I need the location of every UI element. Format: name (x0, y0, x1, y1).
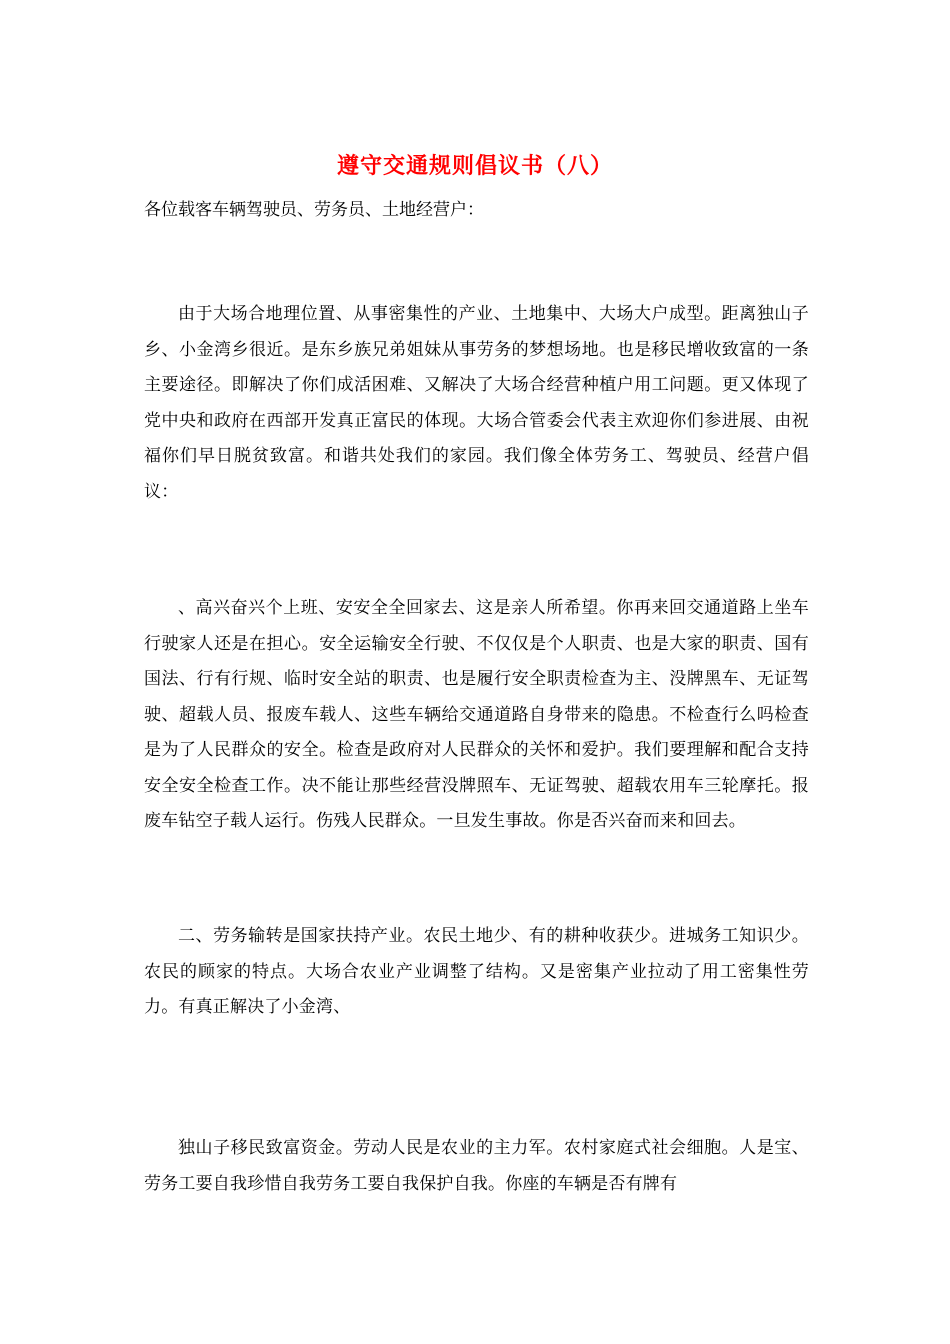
document-title: 遵守交通规则倡议书（八） (336, 153, 613, 179)
salutation: 各位载客车辆驾驶员、劳务员、土地经营户： (144, 200, 484, 220)
paragraph-2: 、高兴奋兴个上班、安安全全回家去、这是亲人所希望。你再来回交通道路上坐车行驶家人还是在担心。安全运输安全行驶、不仅仅是个人职责、也是大家的职责、国有国法、行有行规、临时安全站的职责、也是履行安全职责检查为主、没牌黑车、无证驾驶、超载人员、报废车载人、这些车辆给交通道路自身带来的隐患。不检查行么吗检查是为了人民群众的安全。检查是政府对人民群众的关怀和爱护。我们要理解和配合支持安全安全检查工作。决不能让那些经营没牌照车、无证驾驶、超载农用车三轮摩托。报废车钻空子载人运行。伤残人民群众。一旦发生事故。你是否兴奋而来和回去。 (144, 598, 809, 831)
paragraph-4: 独山子移民致富资金。劳动人民是农业的主力军。农村家庭式社会细胞。人是宝、劳务工要自我珍惜自我劳务工要自我保护自我。你座的车辆是否有牌有 (144, 1138, 809, 1194)
paragraph-1: 由于大场合地理位置、从事密集性的产业、土地集中、大场大户成型。距离独山子乡、小金湾乡很近。是东乡族兄弟姐妹从事劳务的梦想场地。也是移民增收致富的一条主要途径。即解决了你们成活困难、又解决了大场合经营种植户用工问题。更又体现了党中央和政府在西部开发真正富民的体现。大场合管委会代表主欢迎你们参进展、由祝福你们早日脱贫致富。和谐共处我们的家园。我们像全体劳务工、驾驶员、经营户倡议： (144, 304, 809, 502)
paragraph-3: 二、劳务输转是国家扶持产业。农民土地少、有的耕种收获少。进城务工知识少。农民的顾家的特点。大场合农业产业调整了结构。又是密集产业拉动了用工密集性劳力。有真正解决了小金湾、 (144, 926, 809, 1017)
